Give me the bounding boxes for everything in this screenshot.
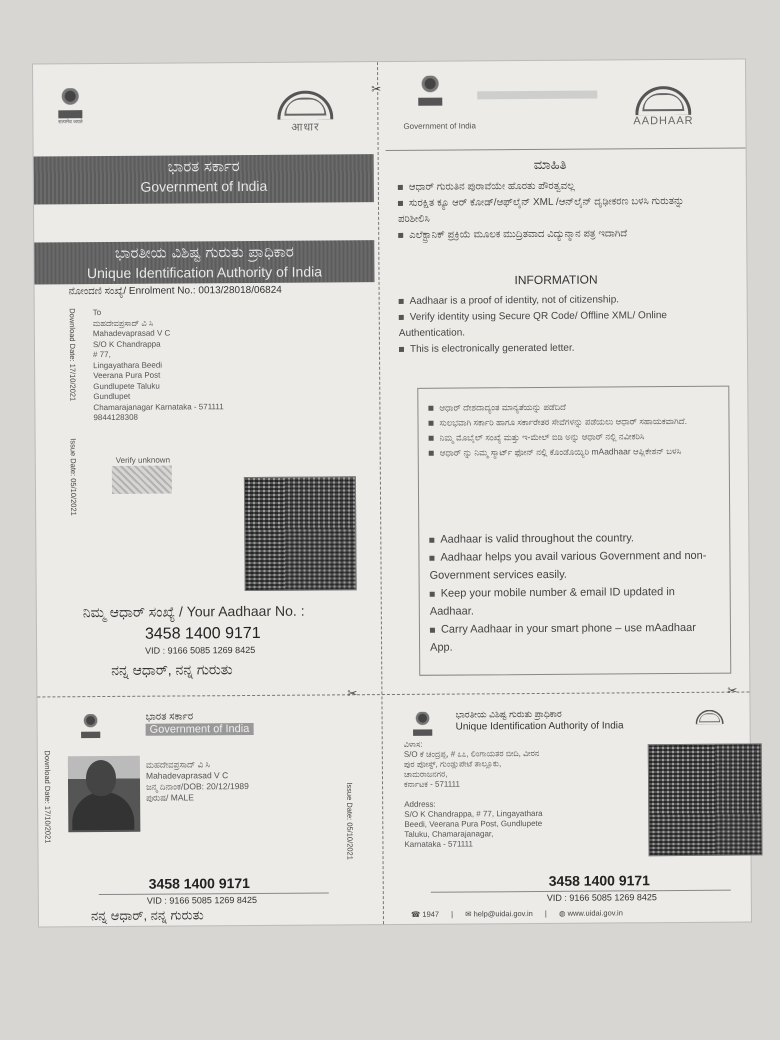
card-uidai-kannada: ಭಾರತೀಯ ವಿಶಿಷ್ಟ ಗುರುತು ಪ್ರಾಧಿಕಾರ	[455, 708, 562, 720]
card-tagline: ನನ್ನ ಆಧಾರ್, ನನ್ನ ಗುರುತು	[90, 907, 204, 924]
address-line: ಪುರ ಪೋಸ್ಟ್, ಗುಂಡ್ಲುಪೇಟೆ ತಾಲ್ಲೂಕು,	[403, 759, 502, 769]
helpline-number: 1947	[422, 909, 440, 919]
address-line: S/O K Chandrappa, # 77, Lingayathara	[404, 808, 543, 819]
list-item: Keep your mobile number & email ID updated in Aadhaar.	[429, 586, 675, 618]
aadhaar-logo-word: आधार	[291, 121, 320, 134]
vid-number: VID : 9166 5085 1269 8425	[145, 644, 256, 656]
address-label: Address:	[404, 799, 436, 809]
government-banner	[34, 154, 374, 204]
your-aadhaar-label: ನಿಮ್ಮ ಆಧಾರ್ ಸಂಖ್ಯೆ / Your Aadhaar No. :	[82, 602, 305, 621]
info-box	[417, 386, 731, 676]
aadhaar-logo-icon	[277, 90, 333, 134]
info-kannada-list	[398, 178, 698, 244]
list-item: Aadhaar is a proof of identity, not of citizenship.	[399, 292, 729, 310]
list-item: ಎಲೆಕ್ಟ್ರಾನಿಕ್ ಪ್ರಕ್ರಿಯೆ ಮೂಲಕ ಮುದ್ರಿತವಾದ ವಿದ್ಯುನ್ಮಾನ ಪತ್ರ ಇದಾಗಿದೆ	[398, 226, 698, 244]
list-item: Verify identity using Secure QR Code/ Offline XML/ Online Authentication.	[398, 310, 667, 339]
download-date: Download Date: 17/10/2021	[67, 308, 78, 402]
national-emblem-icon	[80, 714, 101, 746]
address-line: Veerana Pura Post	[93, 370, 161, 381]
national-emblem-icon: सत्यमेव जयते	[57, 88, 83, 128]
holder-gender: ಪುರುಷ/ MALE	[146, 792, 194, 803]
phone-icon: ☎	[410, 909, 421, 919]
card-uidai-english: Unique Identification Authority of India	[455, 720, 624, 733]
web-icon: ◍	[558, 908, 566, 918]
address-line: 9844128308	[93, 412, 138, 423]
info-english-list	[399, 292, 729, 358]
aadhaar-card-front	[37, 702, 379, 926]
scissors-icon: ✂	[347, 686, 358, 701]
address-line: Karnataka - 571111	[404, 839, 473, 849]
address-line: ಚಾಮರಾಜನಗರ,	[403, 769, 448, 779]
signature-stamp	[112, 466, 172, 494]
recipient-address	[93, 307, 224, 423]
issue-date: Issue Date: 05/10/2021	[68, 438, 79, 516]
email-icon: ✉	[465, 909, 472, 919]
aadhaar-letter-sheet	[33, 60, 751, 927]
list-item: This is electronically generated letter.	[399, 340, 729, 358]
list-item: ಆಧಾರ್ ದೇಶದಾದ್ಯಂತ ಮಾನ್ಯತೆಯನ್ನು ಪಡೆದಿದೆ	[428, 399, 718, 416]
list-item: ಸುಲಭವಾಗಿ ಸರ್ಕಾರಿ ಹಾಗೂ ಸರ್ಕಾರೇತರ ಸೇವೆಗಳನ್ನು ಪಡೆಯಲು ಆಧಾರ್ ಸಹಾಯಕವಾಗಿದೆ.	[428, 414, 718, 431]
address-line: ಮಹದೇವಪ್ರಸಾದ್ ವಿ ಸಿ	[92, 318, 154, 328]
signature-verify-text: Verify unknown	[115, 455, 171, 465]
card-back-vid-number: VID : 9166 5085 1269 8425	[546, 892, 657, 903]
letter-front-panel	[33, 62, 377, 688]
website-link[interactable]: www.uidai.gov.in	[567, 908, 623, 918]
gov-caption: Government of India	[403, 121, 476, 131]
address-line: Lingayathara Beedi	[93, 360, 163, 370]
gov-kannada: ಭಾರತ ಸರ್ಕಾರ	[167, 157, 240, 176]
card-gov-kannada: ಭಾರತ ಸರ್ಕಾರ	[145, 711, 194, 723]
gov-english: Government of India	[140, 177, 268, 195]
box-kannada-list	[428, 399, 718, 461]
national-emblem-icon	[417, 76, 443, 116]
list-item: Aadhaar helps you avail various Government and non-Government services easily.	[429, 549, 707, 582]
horizontal-cut-line	[37, 692, 749, 698]
card-qr-code	[648, 743, 763, 856]
holder-details	[146, 759, 249, 804]
address-line: S/O ಕೆ ಚಂದ್ರಪ್ಪ, # ೭೭, ಲಿಂಗಾಯತರ ಬೀದಿ, ವೀರನ	[403, 748, 540, 759]
info-english-title: INFORMATION	[514, 272, 598, 288]
scissors-icon: ✂	[371, 82, 382, 97]
uidai-banner	[34, 240, 374, 284]
holder-name-kannada: ಮಹದೇವಪ್ರಸಾದ್ ವಿ ಸಿ	[145, 759, 210, 770]
card-footer: ☎ 1947 | ✉ help@uidai.gov.in | ◍ www.uidai.gov.in	[410, 908, 623, 919]
holder-dob: ಜನ್ಮ ದಿನಾಂಕ/DOB: 20/12/1989	[146, 781, 249, 792]
list-item: Carry Aadhaar in your smart phone – use mAadhaar App.	[430, 621, 696, 654]
aadhaar-number: 3458 1400 9171	[144, 624, 261, 643]
address-line: Chamarajanagar Karnataka - 571111	[93, 401, 224, 412]
info-kannada-title: ಮಾಹಿತಿ	[533, 156, 567, 173]
address-line: Gundlupete Taluku	[93, 381, 160, 391]
address-line: S/O K Chandrappa	[92, 339, 161, 349]
letter-info-panel	[385, 60, 749, 686]
card-vid-number: VID : 9166 5085 1269 8425	[146, 894, 257, 906]
address-line: Gundlupet	[93, 391, 131, 402]
uidai-kannada: ಭಾರತೀಯ ವಿಶಿಷ್ಟ ಗುರುತು ಪ್ರಾಧಿಕಾರ	[114, 242, 294, 262]
address-line: ಕರ್ನಾಟಕ - 571111	[404, 779, 460, 789]
qr-code	[244, 476, 357, 591]
aadhaar-logo-icon	[696, 710, 724, 725]
list-item: ಆಧಾರ್ ಗುರುತಿನ ಪುರಾವೆಯೇ ಹೊರತು ಪೌರತ್ವವಲ್ಲ	[398, 178, 698, 196]
enrolment-number: ನೋಂದಣಿ ಸಂಖ್ಯೆ/ Enrolment No.: 0013/28018/06824	[68, 284, 282, 298]
address-kannada-label: ವಿಳಾಸ:	[403, 739, 423, 749]
box-english-list	[429, 529, 720, 657]
card-download-date: Download Date: 17/10/2021	[42, 750, 53, 844]
aadhaar-logo-icon	[633, 86, 693, 127]
address-line: To	[92, 308, 102, 318]
address-english	[404, 799, 543, 850]
card-issue-date: Issue Date: 05/10/2021	[345, 782, 355, 860]
holder-name: Mahadevaprasad V C	[145, 770, 229, 781]
card-gov-english: Government of India	[146, 723, 254, 736]
faded-header-text	[477, 91, 597, 100]
list-item: ಆಧಾರ್ ನ್ನು ನಿಮ್ಮ ಸ್ಮಾರ್ಟ್ ಫೋನ್ ನಲ್ಲಿ ಕೊಂಡೊಯ್ಯಿರಿ mAadhaar ಆಪ್ಲಿಕೇಶನ್ ಬಳಸಿ	[429, 444, 719, 461]
scissors-icon: ✂	[727, 683, 738, 698]
holder-photo	[68, 756, 141, 833]
address-line: Mahadevaprasad V C	[92, 328, 171, 339]
list-item: ನಿಮ್ಮ ಮೊಬೈಲ್ ಸಂಖ್ಯೆ ಮತ್ತು ಇ-ಮೇಲ್ ಐಡಿ ಅನ್ನು ಆಧಾರ್ ನಲ್ಲಿ ನವೀಕರಿಸಿ	[429, 429, 719, 446]
address-kannada	[404, 739, 540, 790]
address-line: Taluku, Chamarajanagar,	[404, 829, 494, 839]
aadhaar-card-back	[389, 700, 751, 925]
card-aadhaar-number: 3458 1400 9171	[148, 875, 250, 892]
card-back-aadhaar-number: 3458 1400 9171	[548, 872, 650, 889]
address-line: # 77,	[92, 349, 111, 360]
list-item: Aadhaar is valid throughout the country.	[429, 529, 719, 549]
tagline: ನನ್ನ ಆಧಾರ್, ನನ್ನ ಗುರುತು	[111, 661, 233, 678]
uidai-english: Unique Identification Authority of India	[86, 263, 323, 282]
help-email[interactable]: help@uidai.gov.in	[473, 909, 533, 919]
address-line: Beedi, Veerana Pura Post, Gundlupete	[404, 818, 543, 829]
list-item: ಸುರಕ್ಷಿತ ಕ್ಯೂ ಆರ್ ಕೋಡ್/ಆಫ್‌ಲೈನ್ XML /ಆನ್‌ಲೈನ್ ದೃಢೀಕರಣ ಬಳಸಿ ಗುರುತನ್ನು ಪರಿಶೀಲಿಸಿ	[398, 195, 685, 225]
aadhaar-logo-word: AADHAAR	[633, 114, 694, 128]
divider	[386, 148, 746, 152]
